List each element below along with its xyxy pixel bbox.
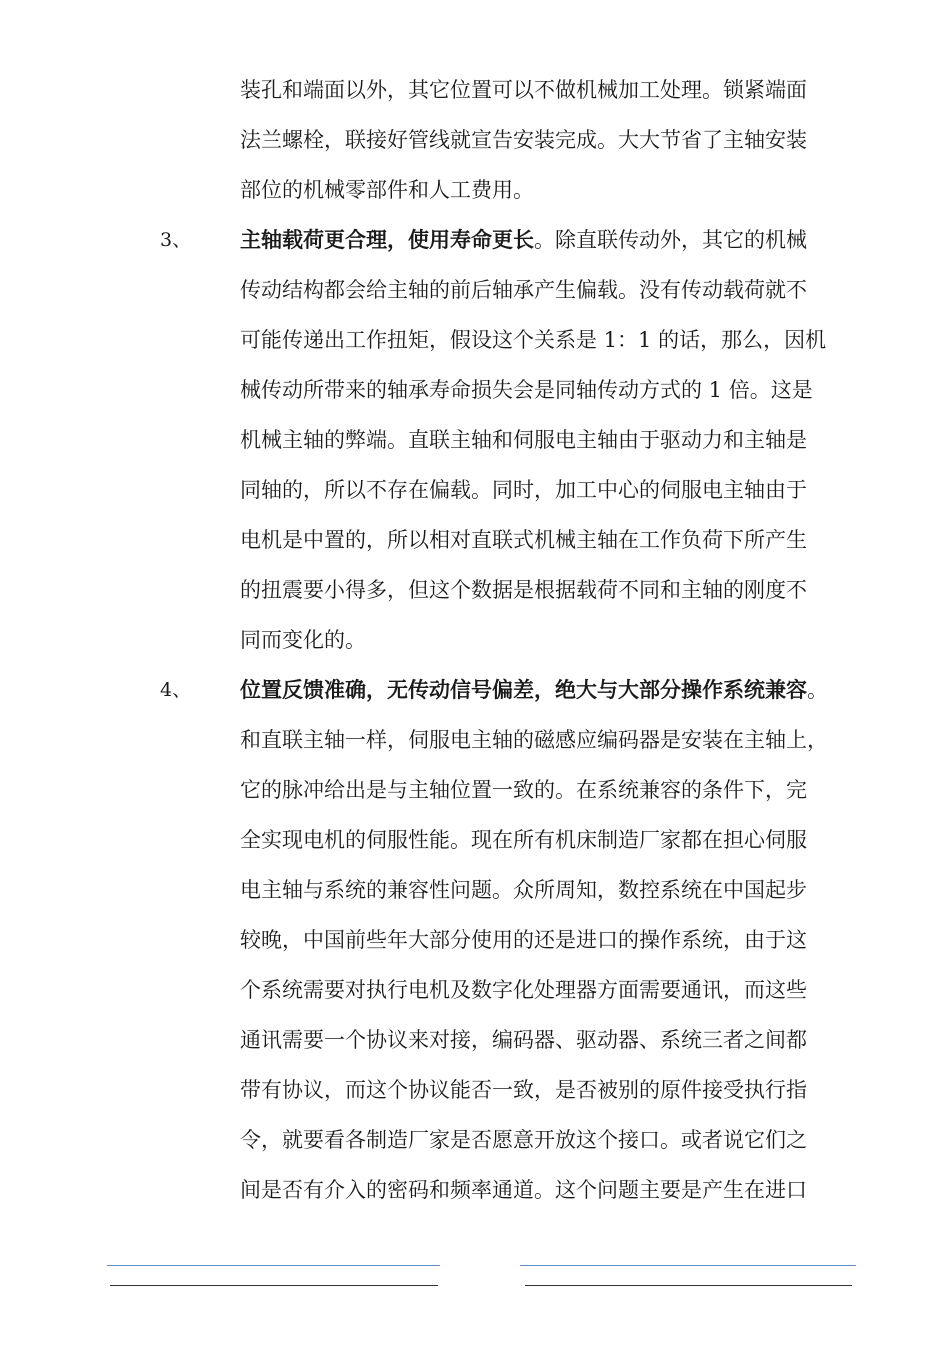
- footer-line-right-top: [520, 1265, 856, 1266]
- text-line: 同而变化的。: [240, 628, 366, 652]
- text-line: 法兰螺栓，联接好管线就宣告安装完成。大大节省了主轴安装: [240, 128, 807, 152]
- list-number-4: 4、: [160, 679, 192, 701]
- text-fragment: 。除直联传动外，其它的机械: [534, 228, 807, 252]
- text-line: 较晚，中国前些年大部分使用的还是进口的操作系统，由于这: [240, 928, 807, 952]
- text-line: 个系统需要对执行电机及数字化处理器方面需要通讯，而这些: [240, 978, 807, 1002]
- list-number-3: 3、: [160, 229, 192, 251]
- text-line: 它的脉冲给出是与主轴位置一致的。在系统兼容的条件下，完: [240, 778, 807, 802]
- paragraph-continued: [240, 65, 845, 215]
- text-line: 同轴的，所以不存在偏载。同时，加工中心的伺服电主轴由于: [240, 478, 807, 502]
- text-line: 机械主轴的弊端。直联主轴和伺服电主轴由于驱动力和主轴是: [240, 428, 807, 452]
- text-line: 可能传递出工作扭矩，假设这个关系是 1：1 的话，那么，因机: [240, 328, 827, 352]
- item-heading: 主轴载荷更合理，使用寿命更长: [240, 227, 534, 252]
- text-line: 全实现电机的伺服性能。现在所有机床制造厂家都在担心伺服: [240, 828, 807, 852]
- text-line: 电机是中置的，所以相对直联式机械主轴在工作负荷下所产生: [240, 528, 807, 552]
- footer-line-left-bottom: [110, 1285, 438, 1286]
- text-line: 部位的机械零部件和人工费用。: [240, 178, 534, 202]
- footer-line-left-top: [107, 1265, 440, 1266]
- text-line: [240, 215, 845, 265]
- text-line: 传动结构都会给主轴的前后轴承产生偏载。没有传动载荷就不: [240, 278, 807, 302]
- text-line: [240, 665, 845, 715]
- text-line: 械传动所带来的轴承寿命损失会是同轴传动方式的 1 倍。这是: [240, 378, 813, 402]
- list-item-3: [240, 215, 845, 665]
- text-line: 电主轴与系统的兼容性问题。众所周知，数控系统在中国起步: [240, 878, 807, 902]
- text-line: 间是否有介入的密码和频率通道。这个问题主要是产生在进口: [240, 1178, 807, 1202]
- text-line: 的扭震要小得多，但这个数据是根据载荷不同和主轴的刚度不: [240, 578, 807, 602]
- text-line: 令，就要看各制造厂家是否愿意开放这个接口。或者说它们之: [240, 1128, 807, 1152]
- text-line: 装孔和端面以外，其它位置可以不做机械加工处理。锁紧端面: [240, 78, 807, 102]
- item-heading: 位置反馈准确，无传动信号偏差，绝大与大部分操作系统兼容: [240, 677, 807, 702]
- list-item-4: [240, 665, 845, 1215]
- text-line: 和直联主轴一样，伺服电主轴的磁感应编码器是安装在主轴上，: [240, 728, 828, 752]
- text-fragment: 。: [807, 678, 828, 702]
- text-line: 带有协议，而这个协议能否一致，是否被别的原件接受执行指: [240, 1078, 807, 1102]
- footer-line-right-bottom: [525, 1285, 852, 1286]
- text-line: 通讯需要一个协议来对接，编码器、驱动器、系统三者之间都: [240, 1028, 807, 1052]
